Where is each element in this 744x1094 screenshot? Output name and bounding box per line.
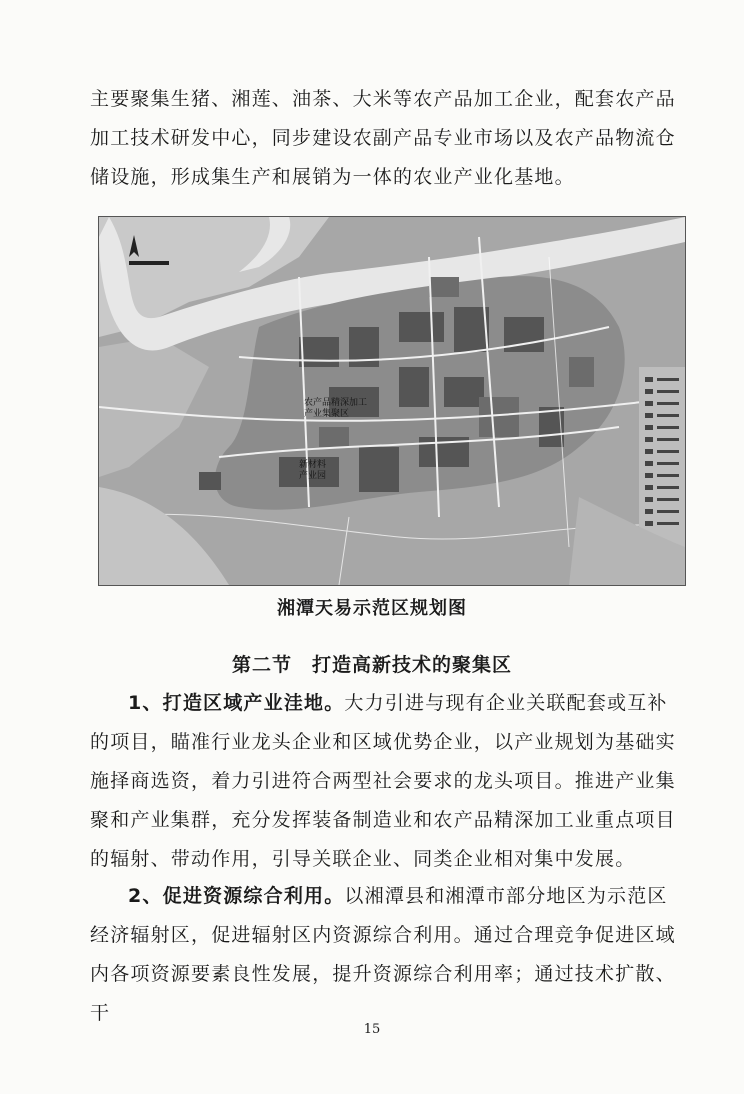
planning-map-figure <box>98 216 686 586</box>
item-1-body: 大力引进与现有企业关联配套或互补的项目，瞄准行业龙头企业和区域优势企业，以产业规划为基础实施择商选资，着力引进符合两型社会要求的龙头项目。推进产业集聚和产业集群，充分发挥装备制造业和农产品精深加工业重点项目的辐射、带动作用，引导关联企业、同类企业相对集中发展。 <box>90 692 676 870</box>
planning-map-image <box>99 217 685 585</box>
figure-caption: 湘潭天易示范区规划图 <box>277 598 467 619</box>
map-label-agri-zone: 农产品精深加工 <box>304 398 368 408</box>
intro-paragraph: 主要聚集生猪、湘莲、油茶、大米等农产品加工企业，配套农产品加工技术研发中心，同步建设农副产品专业市场以及农产品物流仓储设施，形成集生产和展销为一体的农业产业化基地。 <box>90 88 676 188</box>
item-1-paragraph <box>90 684 680 879</box>
map-label-agri-zone: 产业集聚区 <box>304 409 350 419</box>
item-2-body: 以湘潭县和湘潭市部分地区为示范区经济辐射区，促进辐射区内资源综合利用。通过合理竞争促进区域内各项资源要素良性发展，提升资源综合利用率；通过技术扩散、干 <box>90 885 676 1024</box>
map-label-new-material-zone: 新材料 <box>299 460 327 470</box>
item-2-lead: 2、促进资源综合利用。 <box>128 885 345 907</box>
item-1-lead: 1、打造区域产业洼地。 <box>128 692 345 714</box>
item-2-paragraph <box>90 877 680 1033</box>
page-number: 15 <box>363 1022 381 1037</box>
section-heading: 第二节 打造高新技术的聚集区 <box>231 654 512 676</box>
map-label-new-material-zone: 产业园 <box>299 471 327 481</box>
